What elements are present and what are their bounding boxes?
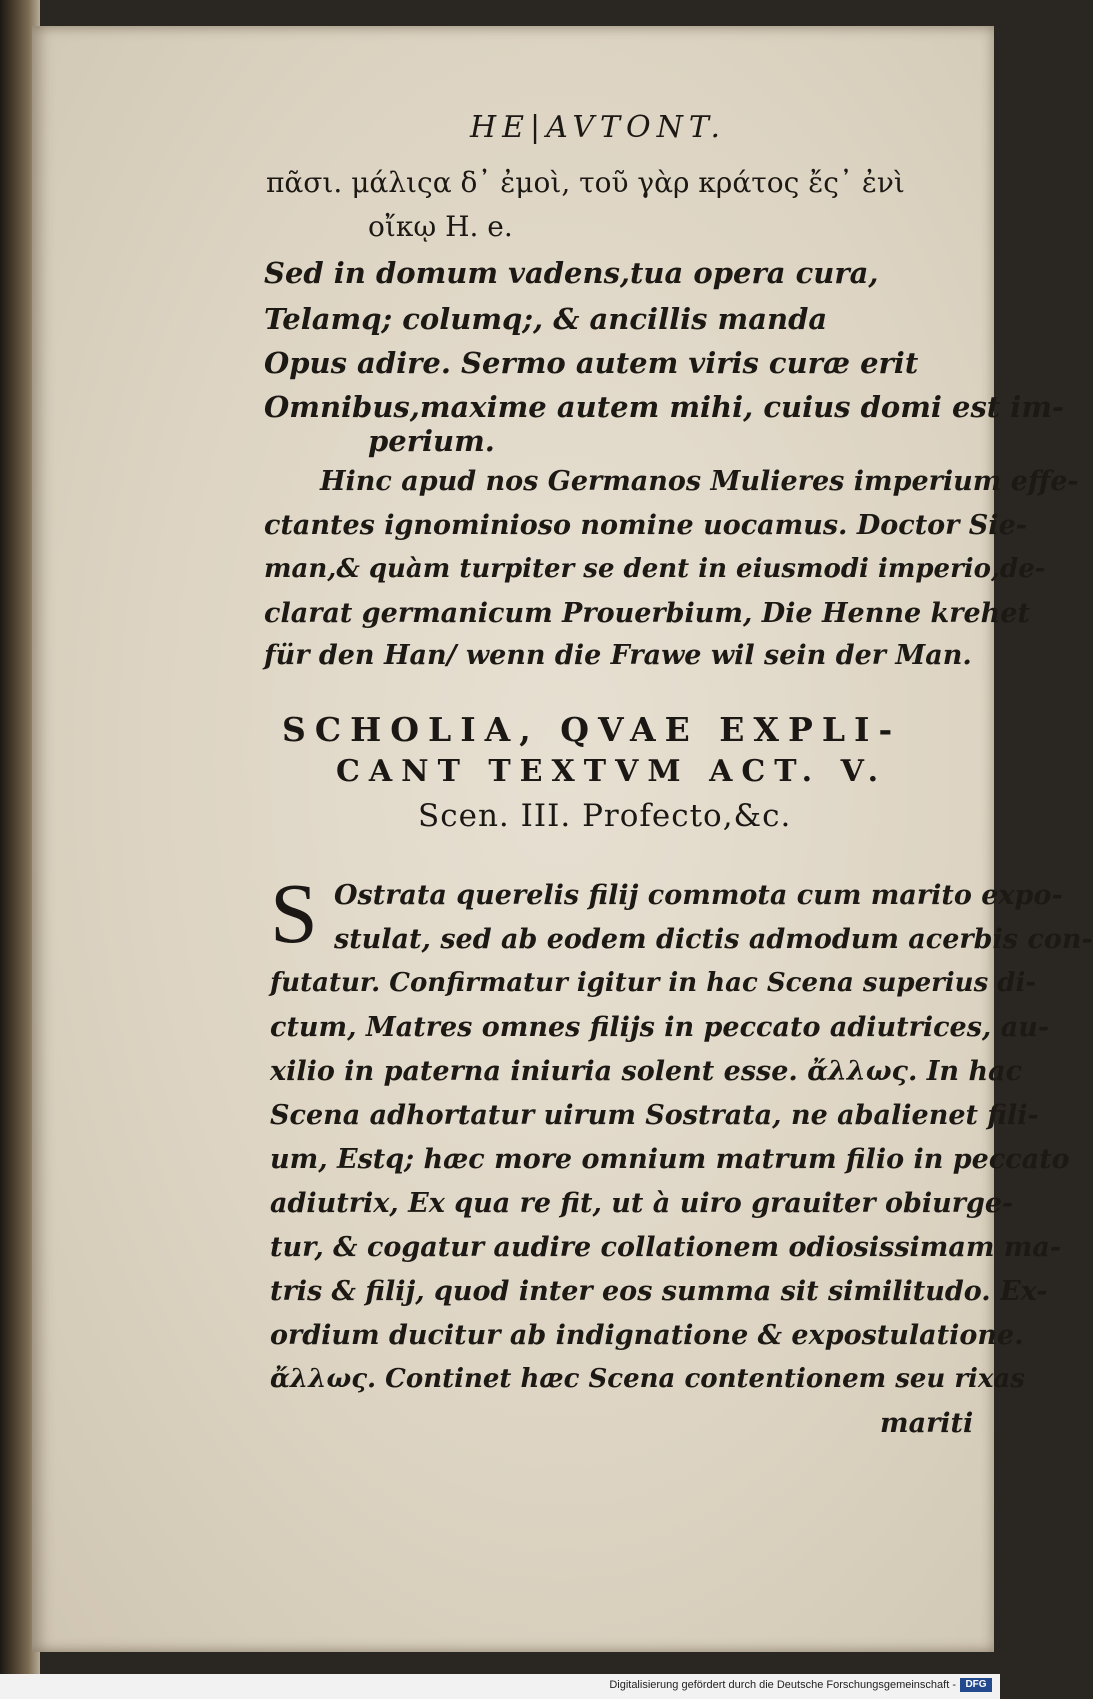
catchword: mariti (880, 1408, 974, 1439)
text-line-6: Omnibus,maxime autem mihi, cuius domi est im- (264, 390, 1065, 424)
text-line-7: perium. (368, 424, 495, 458)
funding-credit: Digitalisierung gefördert durch die Deutsche Forschungsgemeinschaft - (609, 1679, 956, 1691)
text-line-3: Sed in domum vadens,tua opera cura, (264, 256, 879, 290)
text-line-12: für den Han/ wenn die Frawe wil sein der Man. (264, 640, 972, 671)
body-line-5: xilio in paterna iniuria solent esse. ἄλλως. In hac (270, 1056, 1023, 1087)
body-line-1: Ostrata querelis filij commota cum marito expo- (334, 880, 1063, 911)
body-line-10: tris & filij, quod inter eos summa sit similitudo. Ex- (270, 1276, 1048, 1307)
body-line-12: ἄλλως. Continet hæc Scena contentionem seu rixas (270, 1364, 1025, 1394)
body-line-6: Scena adhortatur uirum Sostrata, ne abalienet fili- (270, 1100, 1039, 1131)
body-line-3: futatur. Confirmatur igitur in hac Scena superius di- (270, 968, 1037, 998)
text-line-9: ctantes ignominioso nomine uocamus. Doctor Sie- (264, 510, 1027, 541)
body-line-8: adiutrix, Ex qua re fit, ut à uiro grauiter obiurge- (270, 1188, 1014, 1219)
text-line-11: clarat germanicum Prouerbium, Die Henne krehet (264, 598, 1030, 629)
section-heading-line-2: CANT TEXTVM ACT. V. (336, 754, 888, 789)
text-line-2: οἴκῳ H. e. (368, 210, 513, 243)
section-heading-line-3: Scen. III. Profecto,&c. (418, 798, 792, 834)
dfg-logo-icon: DFG (960, 1678, 992, 1692)
body-line-11: ordium ducitur ab indignatione & expostulatione. (270, 1320, 1024, 1351)
text-line-8: Hinc apud nos Germanos Mulieres imperium effe- (320, 466, 1079, 497)
drop-cap: S (270, 865, 318, 961)
section-heading-line-1: SCHOLIA, QVAE EXPLI- (282, 710, 902, 749)
body-line-7: um, Estq; hæc more omnium matrum filio in peccato (270, 1144, 1070, 1175)
body-line-9: tur, & cogatur audire collationem odiosissimam ma- (270, 1232, 1062, 1263)
text-line-1: πᾶσι. μάλιςα δ᾽ ἐμοὶ, τοῦ γὰρ κράτος ἔς᾽ ἐνὶ (266, 166, 905, 199)
body-line-4: ctum, Matres omnes filijs in peccato adiutrices, au- (270, 1012, 1050, 1043)
running-head: HE|AVTONT. (470, 110, 726, 145)
body-line-2: stulat, sed ab eodem dictis admodum acerbis con- (334, 924, 1093, 955)
text-line-4: Telamq; columq;, & ancillis manda (264, 302, 828, 336)
text-line-5: Opus adire. Sermo autem viris curæ erit (264, 346, 919, 380)
text-line-10: man,& quàm turpiter se dent in eiusmodi imperio,de- (264, 554, 1046, 584)
